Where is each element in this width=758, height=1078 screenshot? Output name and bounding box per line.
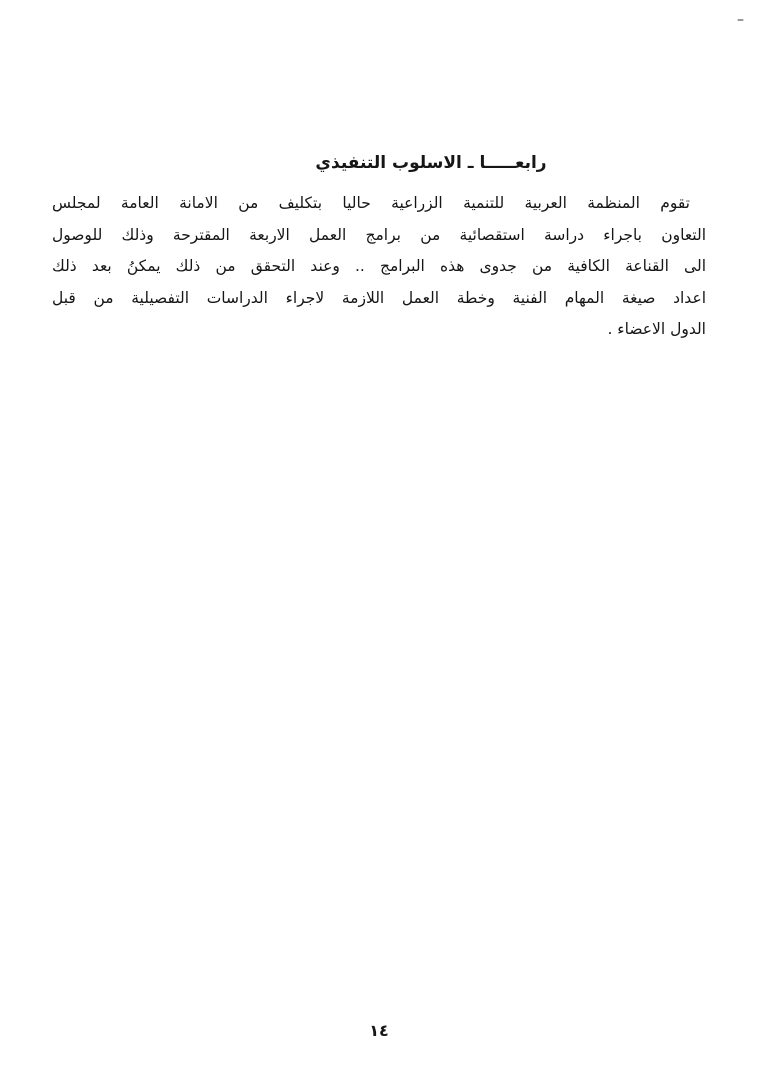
paragraph-line: الدول الاعضاء .	[607, 320, 706, 338]
document-content	[52, 150, 706, 346]
paragraph-line: التعاون باجراء دراسة استقصائية من برامج العمل الاربعة المقترحة وذلك للوصول	[52, 225, 706, 244]
page-number: ١٤	[369, 1021, 389, 1040]
body-paragraph	[52, 188, 706, 346]
paragraph-line: الى القناعة الكافية من جدوى هذه البرامج .. وعند التحقق من ذلك يمكنُ بعد ذلك	[52, 257, 706, 275]
paragraph-line: تقوم المنظمة العربية للتنمية الزراعية حاليا بتكليف من الامانة العامة لمجلس	[52, 194, 690, 212]
page-corner-mark: –	[737, 12, 744, 28]
paragraph-line: اعداد صيغة المهام الفنية وخطة العمل اللازمة لاجراء الدراسات التفصيلية من قبل	[52, 288, 706, 307]
section-title: رابعـــــا ـ الاسلوب التنفيذي	[315, 153, 547, 173]
